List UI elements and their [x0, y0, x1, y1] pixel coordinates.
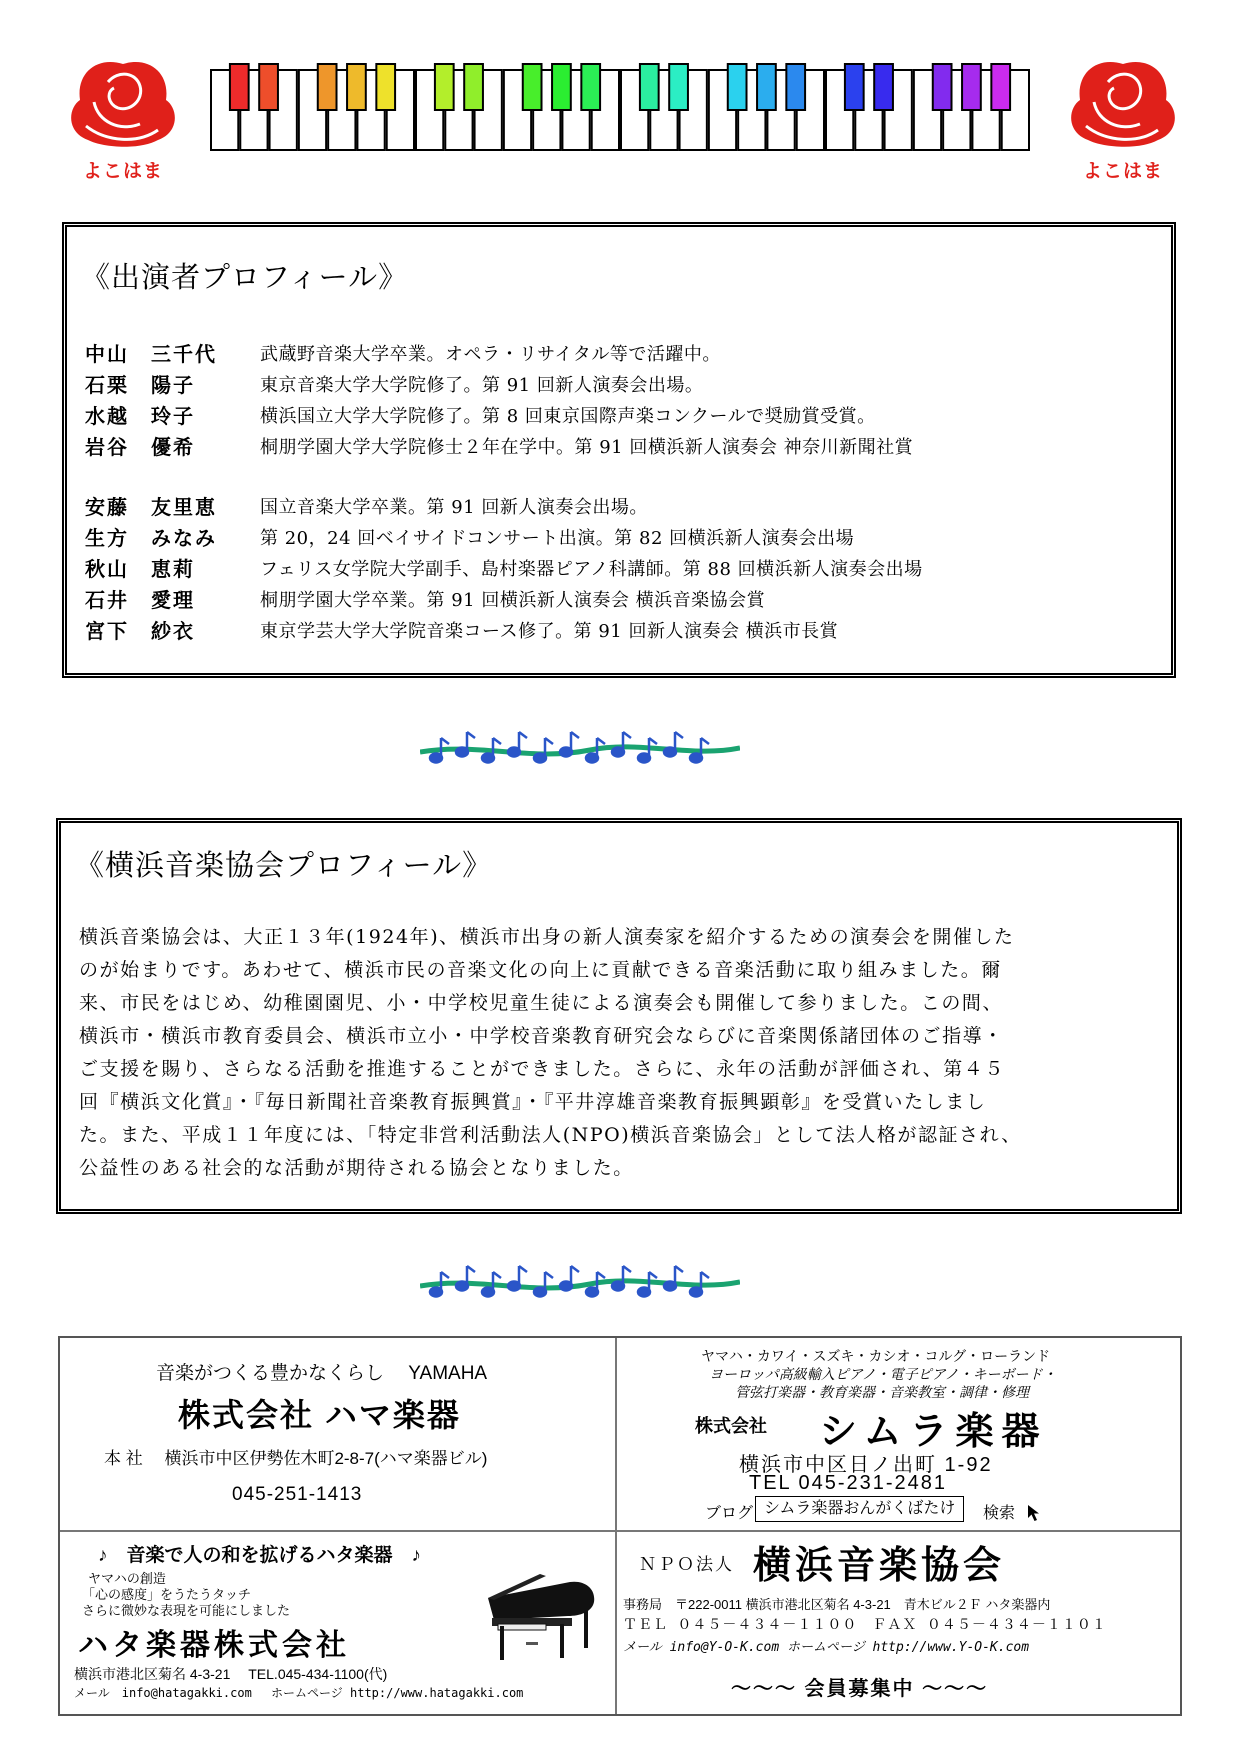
ad-tel-fax: ＴＥＬ ０４５－４３４－１１００ ＦＡＸ ０４５－４３４－１１０１: [623, 1617, 1107, 1633]
yokohama-rose-logo-right: [1058, 52, 1188, 180]
rose-caption: よこはま: [1082, 160, 1163, 182]
ad-brands: ヤマハ・カワイ・スズキ・カシオ・コルグ・ローランド: [701, 1348, 1051, 1364]
paragraph-line: 来、市民をはじめ、幼稚園園児、小・中学校児童生徒による演奏会も開催して参りました。この間、: [79, 992, 1003, 1014]
grand-piano-icon: [480, 1568, 600, 1666]
blog-search-input[interactable]: シムラ楽器おんがくばたけ: [755, 1496, 964, 1522]
association-profile-box: [56, 818, 1182, 1214]
ad-address: 本 社 横浜市中区伊勢佐木町2-8-7(ハマ楽器ビル): [104, 1449, 488, 1468]
performer-name: 秋山 恵莉: [85, 557, 195, 581]
paragraph-line: 横浜音楽協会は、大正１３年(1924年)、横浜市出身の新人演奏家を紹介するための演奏会を開催した: [79, 926, 1015, 948]
performer-description: 横浜国立大学大学院修了。第 8 回東京国際声楽コンクールで奨励賞受賞。: [260, 405, 876, 427]
ad-npo-association: [617, 1532, 1180, 1714]
performer-row: [85, 337, 913, 368]
performer-name: 中山 三千代: [85, 342, 217, 366]
ad-organization-name: 横浜音楽協会: [753, 1545, 1006, 1587]
ad-address: 横浜市港北区菊名 4-3-21 TEL.045-434-1100(代): [74, 1666, 388, 1682]
association-profile-title: 《横浜音楽協会プロフィール》: [75, 848, 493, 882]
ad-company-name: シムラ楽器: [819, 1411, 1048, 1453]
music-notes-divider: [420, 1262, 740, 1302]
ad-company-name: 株式会社 ハマ楽器: [178, 1397, 461, 1433]
ad-copy-line: ヤマハの創造: [88, 1571, 166, 1586]
performer-row: [85, 368, 913, 399]
performer-name: 水越 玲子: [85, 404, 195, 428]
performer-description: 東京学芸大学大学院音楽コース修了。第 91 回新人演奏会 横浜市長賞: [260, 620, 839, 642]
performer-description: 国立音楽大学卒業。第 91 回新人演奏会出場。: [260, 496, 648, 518]
performer-description: 武蔵野音楽大学卒業。オペラ・リサイタル等で活躍中。: [260, 343, 721, 365]
performer-name: 生方 みなみ: [85, 526, 217, 550]
ad-shimura-gakki: [617, 1338, 1180, 1530]
performer-description: 第 20，24 回ベイサイドコンサート出演。第 82 回横浜新人演奏会出場: [260, 527, 855, 549]
performer-list-1: [85, 337, 913, 461]
rainbow-keyboard-banner: [210, 62, 1030, 152]
rose-caption: よこはま: [82, 160, 163, 182]
ad-phone: TEL 045-231-2481: [749, 1472, 948, 1494]
rose-icon: [58, 52, 188, 162]
ad-phone: 045-251-1413: [232, 1484, 363, 1505]
ad-hama-gakki: [60, 1338, 615, 1530]
paragraph-line: 横浜市・横浜市教育委員会、横浜市立小・中学校音楽教育研究会ならびに音楽関係諸団体のご指導・: [79, 1025, 1004, 1047]
paragraph-line: ご支援を賜り、さらなる活動を推進することができました。さらに、永年の活動が評価され、第４５: [79, 1058, 1005, 1080]
performer-row: [85, 614, 923, 645]
performer-name: 石井 愛理: [85, 588, 195, 612]
performer-description: 桐朋学園大学卒業。第 91 回横浜新人演奏会 横浜音楽協会賞: [260, 589, 766, 611]
rose-icon: [1058, 52, 1188, 162]
ad-company-prefix: 株式会社: [695, 1416, 767, 1436]
ad-tagline: ♪ 音楽で人の和を拡げるハタ楽器 ♪: [98, 1545, 422, 1566]
blog-search-button[interactable]: 検索: [983, 1505, 1016, 1522]
performer-row: [85, 430, 913, 461]
performer-row: [85, 521, 923, 552]
performer-name: 安藤 友里恵: [85, 495, 217, 519]
ad-office: 事務局 〒222-0011 横浜市港北区菊名 4-3-21 青木ビル２Ｆ ハタ楽器内: [623, 1597, 1051, 1612]
performer-description: 東京音楽大学大学院修了。第 91 回新人演奏会出場。: [260, 374, 704, 396]
ad-web: メール info@Y-O-K.com ホームページ http://www.Y-O-K.com: [623, 1640, 1030, 1655]
performer-list-2: [85, 490, 923, 645]
performer-row: [85, 490, 923, 521]
ad-company-name: ハタ楽器株式会社: [78, 1629, 350, 1662]
paragraph-line: 公益性のある社会的な活動が期待される協会となりました。: [79, 1157, 634, 1179]
performer-row: [85, 552, 923, 583]
ad-products: ヨーロッパ高級輸入ピアノ・電子ピアノ・キーボード・: [709, 1366, 1057, 1382]
performer-description: 桐朋学園大学大学院修士２年在学中。第 91 回横浜新人演奏会 神奈川新聞社賞: [260, 436, 914, 458]
ad-address: 横浜市中区日ノ出町 1-92: [739, 1454, 993, 1476]
ad-web: メール info@hatagakki.com ホームページ http://www.hatagakki.com: [74, 1686, 524, 1700]
performer-name: 石栗 陽子: [85, 373, 195, 397]
paragraph-line: のが始まりです。あわせて、横浜市民の音楽文化の向上に貢献できる音楽活動に取り組みました。爾: [79, 959, 1002, 981]
performer-row: [85, 583, 923, 614]
association-profile-text: [79, 921, 1159, 1185]
yokohama-rose-logo-left: [58, 52, 188, 180]
performer-row: [85, 399, 913, 430]
performer-name: 宮下 紗衣: [85, 619, 195, 643]
paragraph-line: た。また、平成１１年度には、「特定非営利活動法人(NPO)横浜音楽協会」として法人格が認証され、: [79, 1124, 1022, 1146]
performer-profile-title: 《出演者プロフィール》: [81, 260, 409, 294]
ad-tagline: 音楽がつくる豊かなくらし YAMAHA: [156, 1363, 488, 1384]
paragraph-line: 回『横浜文化賞』・『毎日新聞社音楽教育振興賞』・『平井淳雄音楽教育振興顕彰』を受賞いたしまし: [79, 1091, 987, 1113]
performer-name: 岩谷 優希: [85, 435, 195, 459]
ad-copy-line: 「心の感度」をうたうタッチ: [82, 1587, 252, 1602]
sponsor-ads-grid: [58, 1336, 1182, 1716]
ad-services: 管弦打楽器・教育楽器・音楽教室・調律・修理: [735, 1384, 1029, 1400]
blog-label: ブログ: [705, 1505, 754, 1522]
cursor-arrow-icon: [1027, 1504, 1043, 1522]
performer-profile-box: [62, 222, 1176, 678]
ad-copy-line: さらに微妙な表現を可能にしました: [82, 1603, 291, 1618]
music-notes-divider: [420, 728, 740, 768]
performer-description: フェリス女学院大学副手、島村楽器ピアノ科講師。第 88 回横浜新人演奏会出場: [260, 558, 923, 580]
member-recruitment: ～～～ 会員募集中 ～～～: [731, 1678, 989, 1700]
ad-prefix: ＮＰＯ法人: [639, 1555, 734, 1574]
ad-hata-gakki: [60, 1532, 615, 1714]
